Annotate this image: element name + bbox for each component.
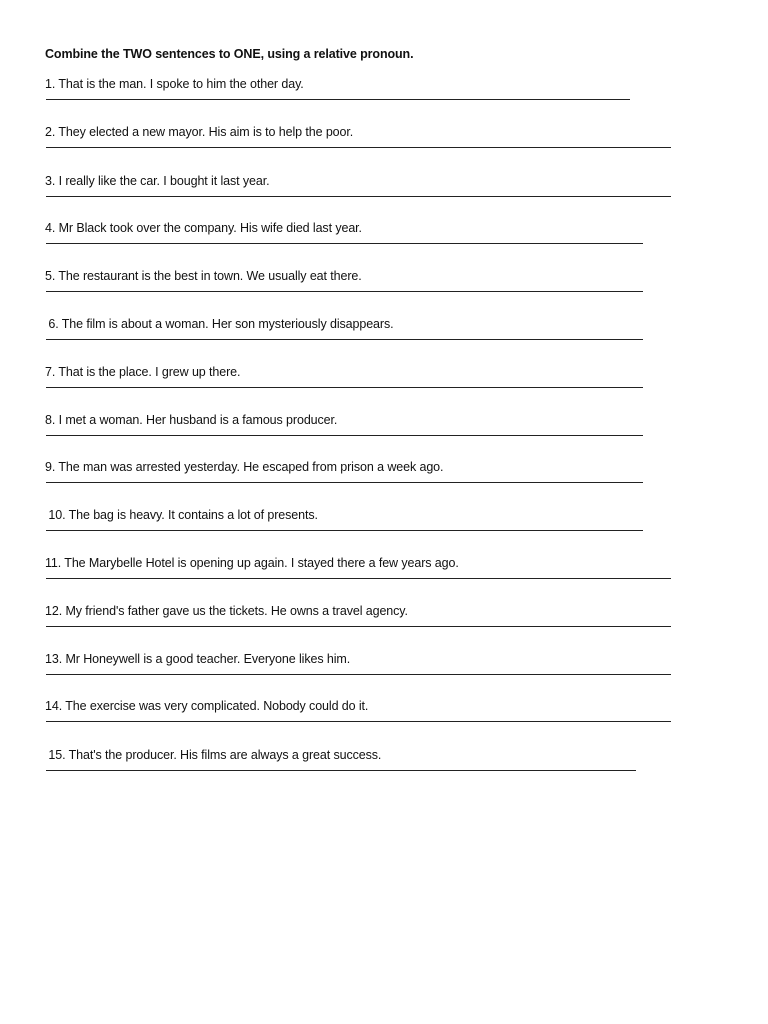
answer-line[interactable] <box>46 291 643 292</box>
answer-line[interactable] <box>46 626 671 627</box>
exercise-sentence: 11. The Marybelle Hotel is opening up again. I stayed there a few years ago. <box>45 556 459 570</box>
answer-line[interactable] <box>46 147 671 148</box>
exercise-sentence: 7. That is the place. I grew up there. <box>45 365 241 379</box>
exercise-sentence: 1. That is the man. I spoke to him the other day. <box>45 77 304 91</box>
answer-line[interactable] <box>46 196 671 197</box>
exercise-sentence: 10. The bag is heavy. It contains a lot of presents. <box>45 508 318 522</box>
exercise-sentence: 2. They elected a new mayor. His aim is to help the poor. <box>45 125 354 139</box>
answer-line[interactable] <box>46 387 643 388</box>
exercise-sentence: 14. The exercise was very complicated. Nobody could do it. <box>45 699 369 713</box>
exercise-sentence: 5. The restaurant is the best in town. We usually eat there. <box>45 269 362 283</box>
exercise-sentence: 13. Mr Honeywell is a good teacher. Everyone likes him. <box>45 652 351 666</box>
exercise-sentence: 9. The man was arrested yesterday. He escaped from prison a week ago. <box>45 460 444 474</box>
answer-line[interactable] <box>46 674 671 675</box>
answer-line[interactable] <box>46 578 671 579</box>
exercise-sentence: 12. My friend's father gave us the tickets. He owns a travel agency. <box>45 604 408 618</box>
exercise-sentence: 4. Mr Black took over the company. His wife died last year. <box>45 221 362 235</box>
answer-line[interactable] <box>46 243 643 244</box>
exercise-sentence: 8. I met a woman. Her husband is a famous producer. <box>45 413 338 427</box>
exercise-sentence: 15. That's the producer. His films are always a great success. <box>45 748 382 762</box>
answer-line[interactable] <box>46 482 643 483</box>
exercise-sentence: 3. I really like the car. I bought it last year. <box>45 174 270 188</box>
answer-line[interactable] <box>46 435 643 436</box>
answer-line[interactable] <box>46 339 643 340</box>
answer-line[interactable] <box>46 770 636 771</box>
answer-line[interactable] <box>46 721 671 722</box>
answer-line[interactable] <box>46 99 630 100</box>
answer-line[interactable] <box>46 530 643 531</box>
instruction-heading: Combine the TWO sentences to ONE, using a relative pronoun. <box>45 47 414 61</box>
exercise-sentence: 6. The film is about a woman. Her son mysteriously disappears. <box>45 317 394 331</box>
